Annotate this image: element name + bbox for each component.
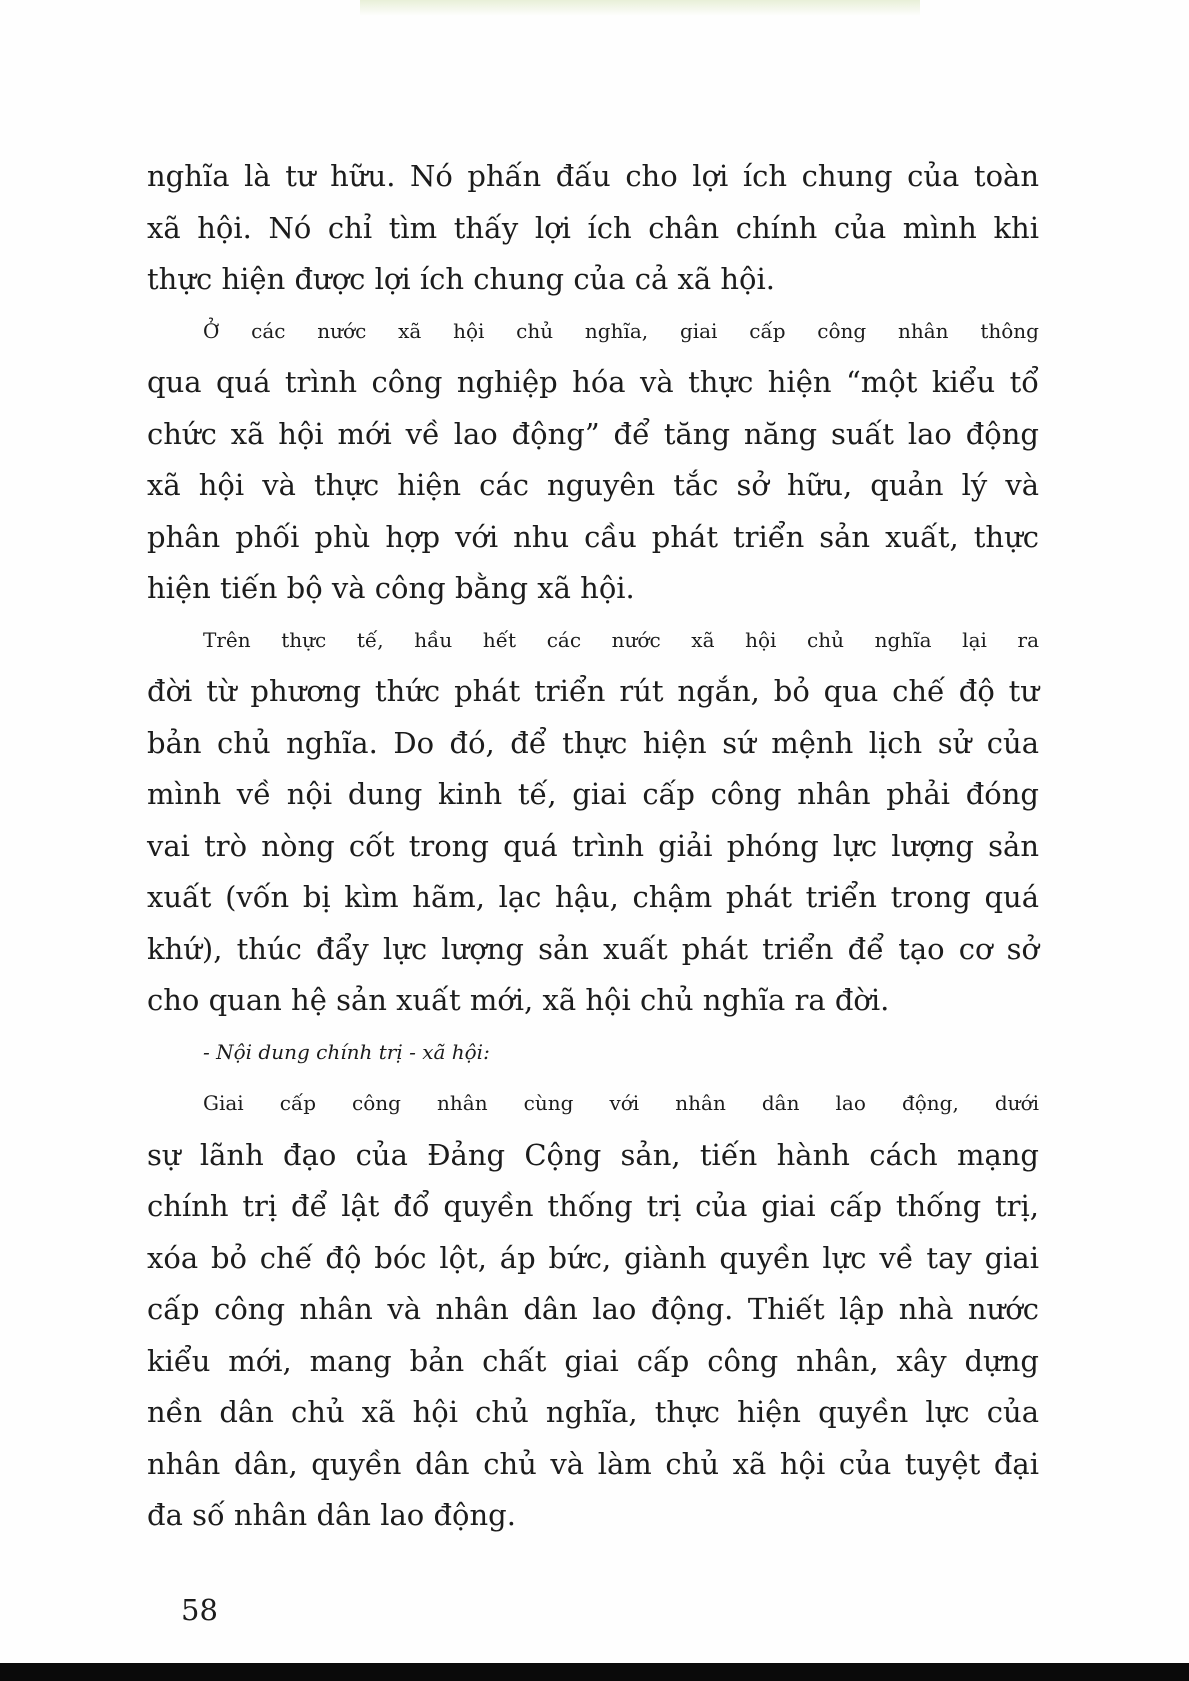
body-text	[147, 151, 1039, 1542]
text-line: đời từ phương thức phát triển rút ngắn, bỏ qua chế độ tư	[147, 674, 1039, 708]
text-line: nhân dân, quyền dân chủ và làm chủ xã hội của tuyệt đại	[147, 1446, 1039, 1481]
text-line: xã hội và thực hiện các nguyên tắc sở hữu, quản lý và	[147, 468, 1039, 502]
page-number: 58	[181, 1593, 218, 1627]
text-line: bản chủ nghĩa. Do đó, để thực hiện sứ mệnh lịch sử của	[147, 725, 1039, 760]
page-edge-tint	[360, 0, 920, 16]
text-line: khứ), thúc đẩy lực lượng sản xuất phát triển để tạo cơ sở	[147, 931, 1039, 966]
text-line: mình về nội dung kinh tế, giai cấp công nhân phải đóng	[147, 777, 1039, 811]
text-line: sự lãnh đạo của Đảng Cộng sản, tiến hành cách mạng	[147, 1137, 1039, 1172]
text-line: xã hội. Nó chỉ tìm thấy lợi ích chân chính của mình khi	[147, 210, 1039, 245]
text-line: đa số nhân dân lao động.	[147, 1498, 516, 1532]
text-line: xuất (vốn bị kìm hãm, lạc hậu, chậm phát triển trong quá	[147, 880, 1039, 914]
text-line: cho quan hệ sản xuất mới, xã hội chủ nghĩa ra đời.	[147, 983, 890, 1017]
text-line: Giai cấp công nhân cùng với nhân dân lao động, dưới	[203, 1091, 1039, 1115]
text-line: hiện tiến bộ và công bằng xã hội.	[147, 571, 635, 605]
text-line: kiểu mới, mang bản chất giai cấp công nhân, xây dựng	[147, 1343, 1039, 1378]
scan-bottom-edge	[0, 1663, 1189, 1681]
text-line: - Nội dung chính trị - xã hội:	[203, 1039, 490, 1064]
text-line: nghĩa là tư hữu. Nó phấn đấu cho lợi ích chung của toàn	[147, 159, 1039, 193]
text-line: chức xã hội mới về lao động” để tăng năng suất lao động	[147, 416, 1039, 451]
text-line: xóa bỏ chế độ bóc lột, áp bức, giành quyền lực về tay giai	[147, 1240, 1039, 1275]
text-line: qua quá trình công nghiệp hóa và thực hiện “một kiểu tổ	[147, 365, 1039, 399]
text-line: Ở các nước xã hội chủ nghĩa, giai cấp công nhân thông	[203, 318, 1039, 343]
text-line: cấp công nhân và nhân dân lao động. Thiết lập nhà nước	[147, 1292, 1039, 1326]
text-line: phân phối phù hợp với nhu cầu phát triển sản xuất, thực	[147, 519, 1039, 554]
text-line: Trên thực tế, hầu hết các nước xã hội chủ nghĩa lại ra	[203, 627, 1039, 652]
text-line: chính trị để lật đổ quyền thống trị của giai cấp thống trị,	[147, 1189, 1039, 1223]
text-line: nền dân chủ xã hội chủ nghĩa, thực hiện quyền lực của	[147, 1395, 1039, 1429]
text-line: vai trò nòng cốt trong quá trình giải phóng lực lượng sản	[147, 828, 1039, 863]
text-line: thực hiện được lợi ích chung của cả xã hội.	[147, 262, 776, 296]
